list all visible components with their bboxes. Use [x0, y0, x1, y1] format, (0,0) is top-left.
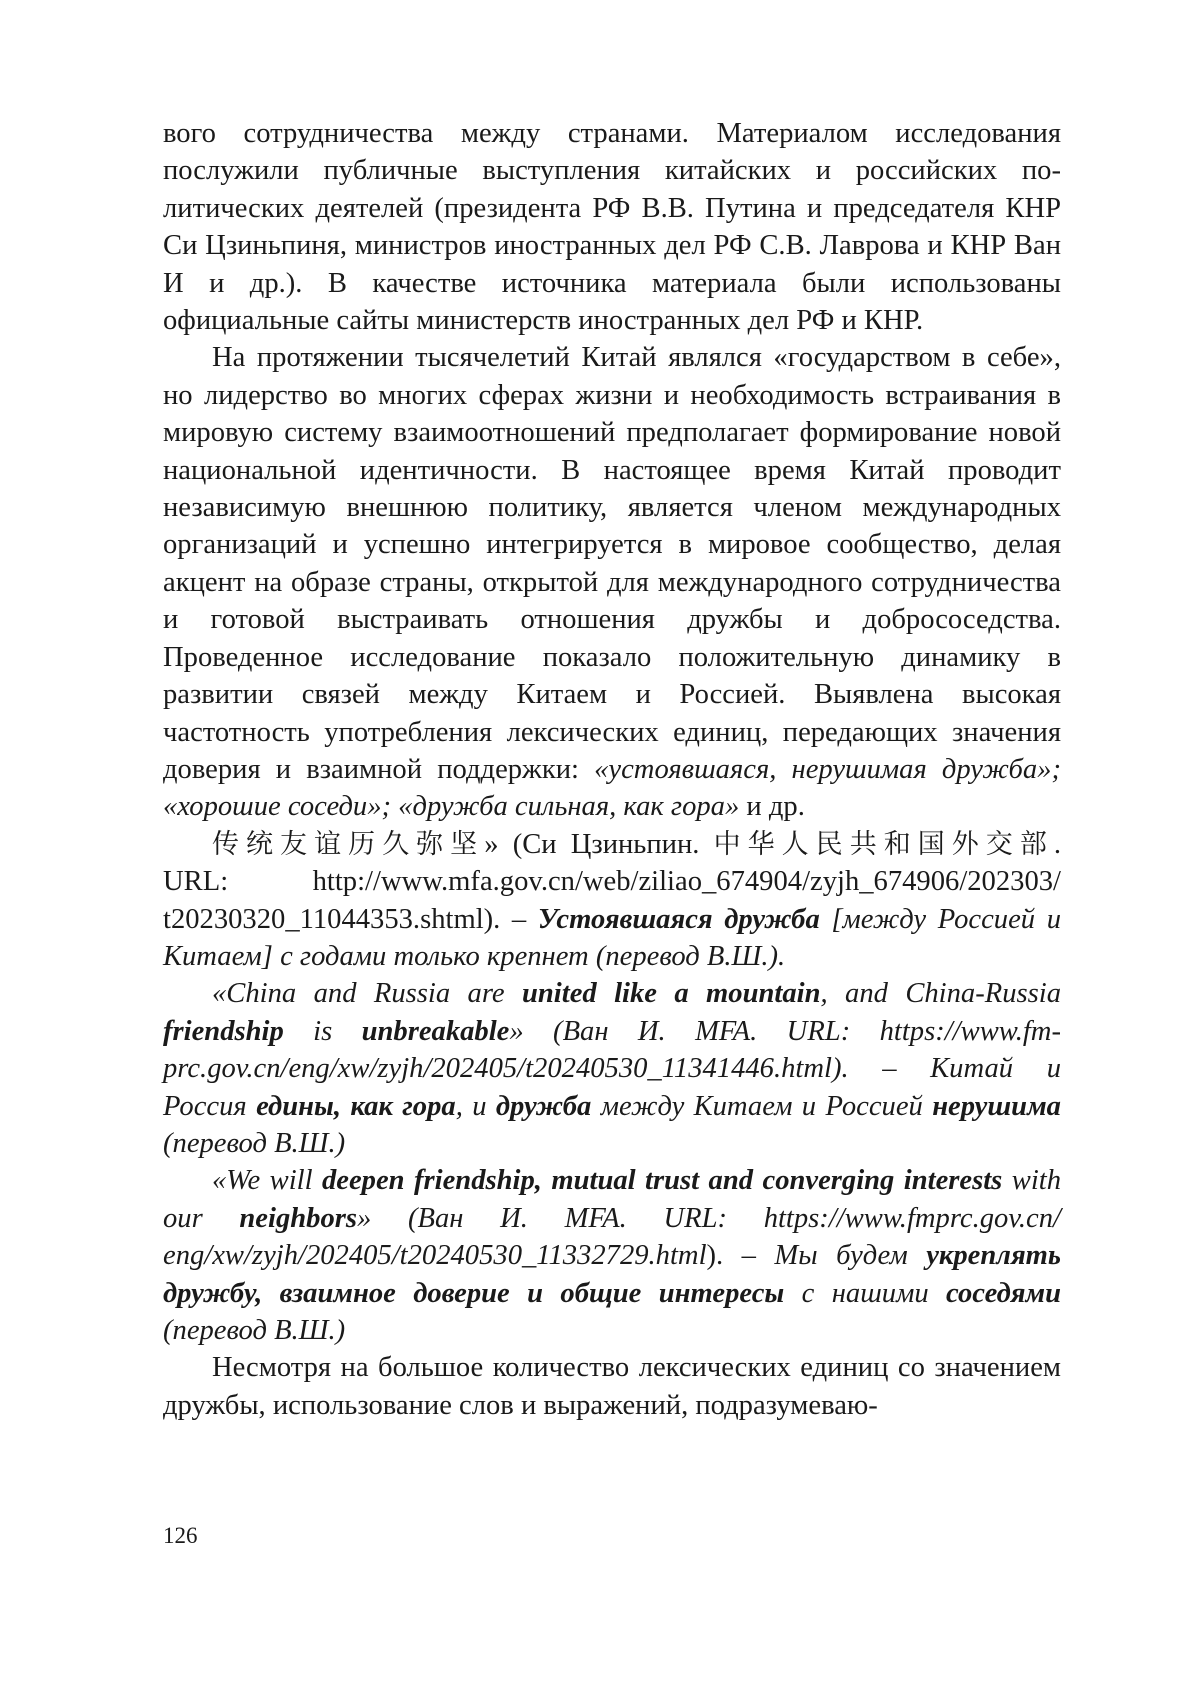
- paragraph-intro-continuation: вого сотрудничества между странами. Материалом исследования послужили публичные выступления китайских и российских политических деятелей (президента РФ В.В. Путина и председателя КНР Си Цзиньпиня, министров иностранных дел РФ С.В. Лаврова и КНР Ван И и др.). В качестве источника материала были использованы официальные сайты министерств иностранных дел РФ и КНР.: [163, 118, 1061, 337]
- quote-xi-jinping: [163, 826, 1061, 976]
- quote-text: между Китаем и Россией: [591, 1090, 933, 1122]
- paragraph-despite: Несмотря на большое количество лексических единиц со значением дружбы, использование слов и выражений, подразумеваю-: [163, 1352, 1061, 1421]
- quote-text: «China and Russia are: [212, 978, 522, 1010]
- quote-text: » (Ван И. MFA. URL: https://www.fmprc.gov.cn/eng/xw/zyjh/202405/t20240530_11341446.html). – Китай и Россия: [163, 1015, 1061, 1122]
- bold-translation: Устоявшаяся дружба: [537, 903, 820, 935]
- quote-text: » (Ван И. MFA. URL: https://www.fmprc.gov.cn/ eng/xw/zyjh/202405/t20240530_11332729.html: [163, 1202, 1061, 1272]
- quote-source-url: . URL: http://www.mfa.gov.cn/web/ziliao_674904/zyjh_674906/202303/ t20230320_11044353.shtml). –: [163, 828, 1062, 935]
- chinese-quote: 传统友谊历久弥坚: [212, 828, 485, 860]
- quote-source: » (Си Цзиньпин.: [484, 828, 714, 860]
- document-body: [163, 115, 1061, 1424]
- bold-phrase: укреплять дружбу, взаимное доверие и общие интересы: [163, 1240, 1061, 1309]
- paragraph-tail: и др.: [739, 791, 805, 823]
- quote-text: ).: [706, 1240, 724, 1272]
- quote-text: , and China-Russia: [820, 978, 1062, 1010]
- bold-phrase: unbreakable: [361, 1015, 510, 1047]
- bold-phrase: friendship: [163, 1015, 284, 1047]
- bold-phrase: united like a mountain: [522, 978, 821, 1010]
- quote-text: , и: [455, 1090, 496, 1122]
- bold-phrase: едины, как гора: [256, 1090, 456, 1122]
- quote-text: is: [283, 1015, 362, 1047]
- bold-phrase: соседями: [946, 1277, 1062, 1309]
- quote-wang-yi-mountain: [163, 975, 1061, 1162]
- quote-text: (перевод В.Ш.): [163, 1127, 346, 1159]
- paragraph-text: На протяжении тысячелетий Китай являлся «государством в себе», но лидерство во многих сферах жизни и необходимость встраивания в мировую систему взаимоотношений предполагает формирование новой национальной идентичности. В настоящее время Китай проводит независимую внешнюю политику, является членом международных организаций и успешно интегрируется в мировое сообщество, делая акцент на образе страны, открытой для международного сотрудничества и готовой выстраивать отношения дружбы и добрососедства. Проведенное исследование показало положительную динамику в развитии связей между Китаем и Россией. Выявлена высокая частотность употребления лексических единиц, передающих значения доверия и взаимной поддержки:: [163, 342, 1061, 785]
- quote-translation: [между Россией и Китаем] с годами только крепнет (перевод В.Ш.).: [163, 903, 1062, 972]
- page-number: 126: [163, 1523, 198, 1548]
- quote-text: with our: [163, 1165, 1062, 1234]
- bold-phrase: нерушима: [932, 1090, 1061, 1122]
- quote-text: с нашими: [784, 1277, 947, 1309]
- quote-text: «We will: [212, 1165, 322, 1197]
- friendship-examples: «устоявшаяся, нерушимая дружба»; «хорошие соседи»; «дружба сильная, как гора»: [163, 753, 1061, 823]
- quote-wang-yi-neighbors: [163, 1162, 1061, 1349]
- bold-phrase: neighbors: [239, 1202, 357, 1234]
- quote-text: – Мы будем: [723, 1240, 927, 1272]
- bold-phrase: deepen friendship, mutual trust and converging interests: [322, 1165, 1003, 1197]
- quote-text: (перевод В.Ш.): [163, 1315, 346, 1346]
- bold-phrase: дружба: [495, 1090, 592, 1122]
- chinese-source-name: 中华人民共和国外交部: [713, 828, 1054, 860]
- paragraph-china-identity: [163, 339, 1061, 825]
